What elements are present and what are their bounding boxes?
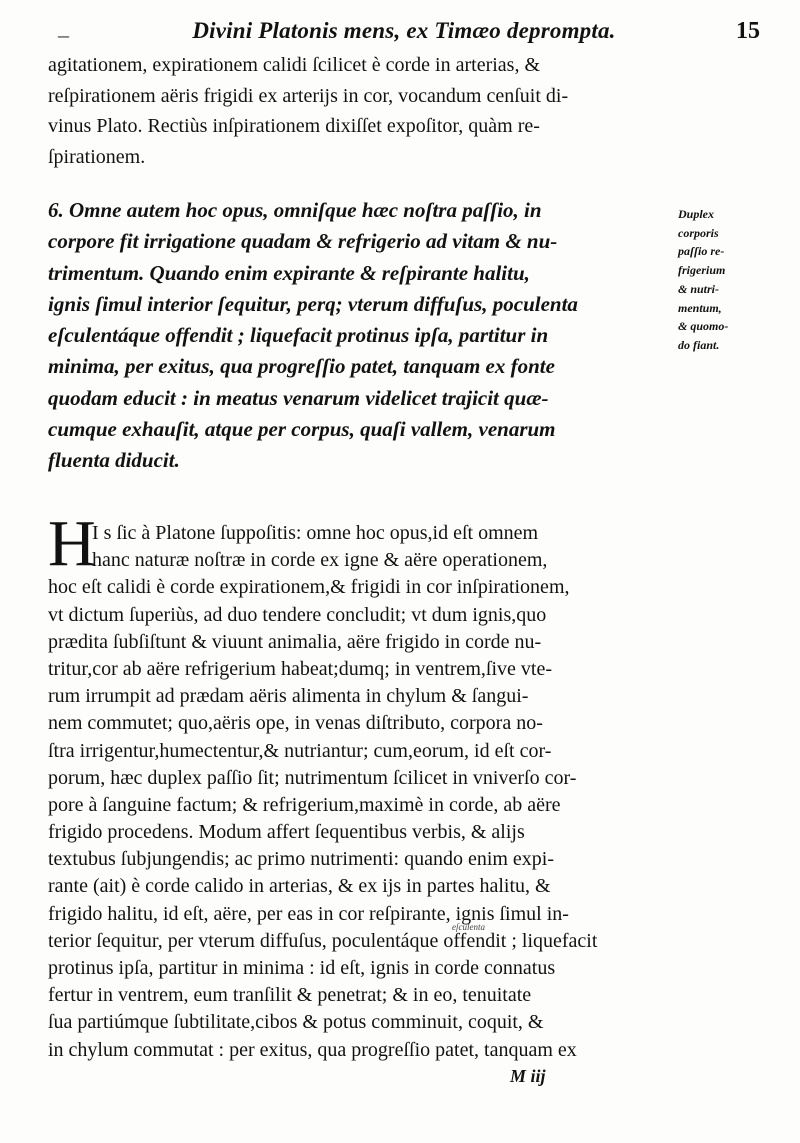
interlinear-gloss: eſculenta [452,922,485,932]
head-rule-mark: – [58,22,69,47]
margin-line: mentum, [678,300,722,315]
text-line: tritur,cor ab aëre refrigerium habeat;dumq; in ventrem,ſive vte- [48,657,552,680]
margin-line: Duplex [678,207,714,221]
text-line: rante (ait) è corde calido in arterias, & ex ijs in partes halitu, & [48,875,551,898]
text-line: fluenta diducit. [48,448,180,473]
commentary-paragraph [48,520,684,1064]
margin-line: & nutri- [678,281,720,296]
text-line: I s ſic à Platone ſuppoſitis: omne hoc opus,id eſt omnem [92,522,539,544]
margin-line: do fiant. [678,337,720,352]
text-line: reſpirationem aëris frigidi ex arterijs in cor, vocandum cenſuit di- [48,84,569,107]
text-line: protinus ipſa, partitur in minima : id eſt, ignis in corde connatus [48,957,556,979]
text-line: eſculentáque offendit ; liquefacit protinus ipſa, partitur in [48,323,549,348]
running-title: Divini Platonis mens, ex Timæo deprompta. [192,18,616,43]
running-head [48,18,760,52]
text-line: 6. Omne autem hoc opus, omniſque hæc noſtra paſſio, in [48,198,542,222]
text-line: ignis ſimul interior ſequitur, perq; vterum diffuſus, poculenta [48,291,578,316]
text-line: hoc eſt calidi è corde expirationem,& frigidi in cor inſpirationem, [48,576,570,599]
text-line: trimentum. Quando enim expirante & reſpirante halitu, [48,260,530,285]
margin-line: & quomo- [678,319,729,334]
text-line: ſua partiúmque ſubtilitate,cibos & potus comminuit, coquit, & [48,1011,544,1034]
margin-line: paſſio re- [678,244,725,259]
page-number: 15 [736,18,760,44]
margin-line: frigerium [678,263,726,278]
text-line: cumque exhauſit, atque per corpus, quaſi vallem, venarum [48,417,556,442]
text-line: nem commutet; quo,aëris ope, in venas diſtributo, corpora no- [48,712,543,735]
text-line: porum, hæc duplex paſſio ſit; nutrimentum ſcilicet in vniverſo cor- [48,766,577,789]
text-line: vt dictum ſuperiùs, ad duo tendere concludit; vt dum ignis,quo [48,603,547,626]
text-line: terior ſequitur, per vterum diffuſus, poculentáque offendit ; liquefacit [48,929,598,952]
drop-capital: H [48,507,96,580]
text-line: corpore fit irrigatione quadam & refrigerio ad vitam & nu- [48,229,558,254]
text-line: vinus Plato. Rectiùs inſpirationem dixiſſet expoſitor, quàm re- [48,115,540,137]
text-line: ſtra irrigentur,humectentur,& nutriantur; cum,eorum, id eſt cor- [48,739,552,762]
text-line: minima, per exitus, qua progreſſio patet, tanquam ex fonte [48,354,555,379]
text-line: in chylum commutat : per exitus, qua progreſſio patet, tanquam ex [48,1038,577,1061]
text-line: rum irrumpit ad prædam aëris alimenta in chylum & ſangui- [48,685,529,708]
commentary-paragraph-continued [48,50,680,172]
text-line: agitationem, expirationem calidi ſcilicet è corde in arterias, & [48,54,541,76]
text-line: pore à ſanguine factum; & refrigerium,maximè in corde, ab aëre [48,793,561,816]
text-line: hanc naturæ noſtræ in corde ex igne & aëre operationem, [92,549,548,572]
signature-mark: M iij [510,1066,546,1086]
timaeus-quotation-paragraph [48,195,668,477]
text-line: prædita ſubſiſtunt & viuunt animalia, aëre frigido in corde nu- [48,630,542,653]
text-line: quodam educit : in meatus venarum videlicet trajicit quæ- [48,385,549,410]
text-line: textubus ſubjungendis; ac primo nutrimenti: quando enim expi- [48,848,555,871]
text-line: ſpirationem. [48,145,146,168]
margin-line: corporis [678,225,719,240]
text-line: fertur in ventrem, eum tranſilit & penetrat; & in eo, tenuitate [48,984,532,1007]
text-line: frigido procedens. Modum affert ſequentibus verbis, & alijs [48,821,525,844]
marginal-note [678,205,774,355]
text-line: frigido halitu, id eſt, aëre, per eas in cor reſpirante, ignis ſimul in- [48,902,569,925]
